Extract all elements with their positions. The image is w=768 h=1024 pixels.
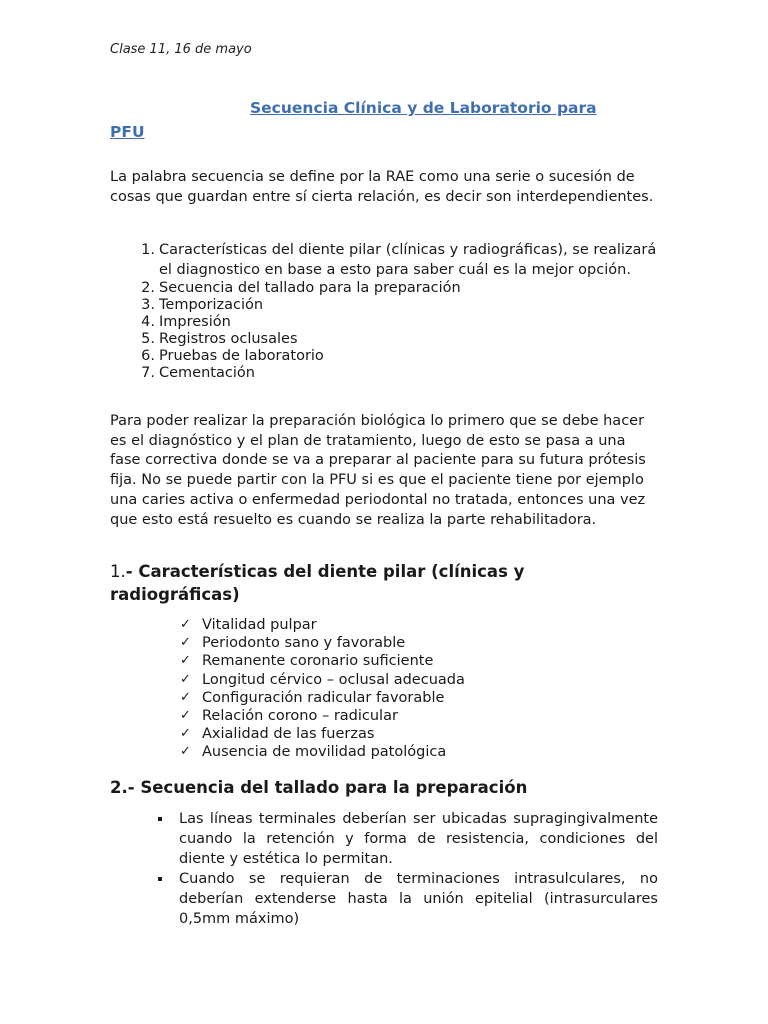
list-item bbox=[110, 280, 658, 297]
list-text: Impresión bbox=[159, 314, 231, 330]
checklist-text: Ausencia de movilidad patológica bbox=[202, 744, 447, 761]
checklist-text: Vitalidad pulpar bbox=[202, 617, 317, 633]
steps-list bbox=[110, 240, 658, 382]
bullet-item bbox=[155, 869, 658, 929]
checklist-item bbox=[180, 689, 465, 707]
list-number: 5. bbox=[141, 331, 155, 347]
checklist-item bbox=[180, 616, 465, 634]
list-number: 2. bbox=[141, 280, 155, 296]
title-line-1: Secuencia Clínica y de Laboratorio para bbox=[250, 99, 597, 117]
checklist-item bbox=[180, 634, 465, 652]
list-number: 7. bbox=[141, 365, 155, 381]
section-1-number: 1. bbox=[110, 562, 126, 581]
checklist-text: Periodonto sano y favorable bbox=[202, 635, 406, 652]
list-item bbox=[110, 331, 658, 348]
checklist-text: Longitud cérvico – oclusal adecuada bbox=[202, 671, 465, 688]
bullet-item bbox=[155, 809, 658, 869]
checkmark-icon: ✓ bbox=[180, 726, 191, 742]
list-item bbox=[110, 314, 658, 331]
list-text: Secuencia del tallado para la preparación bbox=[159, 280, 461, 296]
list-number: 1. bbox=[141, 242, 155, 258]
section-1-title: - Características del diente pilar (clínicas y radiográficas) bbox=[110, 562, 525, 604]
title-line-2: PFU bbox=[110, 123, 145, 141]
list-text: Registros oclusales bbox=[159, 331, 298, 347]
list-number: 4. bbox=[141, 314, 155, 330]
checkmark-icon: ✓ bbox=[180, 671, 191, 687]
list-number: 6. bbox=[141, 348, 155, 364]
list-item bbox=[110, 348, 658, 365]
list-text: Cementación bbox=[159, 365, 255, 381]
checklist-text: Remanente coronario suficiente bbox=[202, 653, 434, 670]
section-1-heading bbox=[110, 560, 658, 606]
checklist-item bbox=[180, 671, 465, 689]
checklist-item bbox=[180, 707, 465, 725]
checklist-item bbox=[180, 725, 465, 743]
bullet-text: Las líneas terminales deberían ser ubicadas supragingivalmente cuando la retención y forma de resistencia, condiciones del diente y estética lo permitan. bbox=[179, 811, 658, 867]
list-text: Temporización bbox=[159, 297, 264, 313]
checkmark-icon: ✓ bbox=[180, 689, 191, 705]
checklist bbox=[180, 616, 465, 762]
checklist-text: Relación corono – radicular bbox=[202, 708, 398, 725]
document-title bbox=[110, 96, 650, 144]
header-note: Clase 11, 16 de mayo bbox=[110, 42, 252, 57]
section-2-heading: 2.- Secuencia del tallado para la preparación bbox=[110, 778, 528, 797]
list-item bbox=[110, 365, 658, 382]
checklist-text: Axialidad de las fuerzas bbox=[202, 726, 375, 743]
list-item bbox=[110, 297, 658, 314]
intro-paragraph: La palabra secuencia se define por la RAE como una serie o sucesión de cosas que guardan entre sí cierta relación, es decir son interdependientes. bbox=[110, 169, 654, 205]
square-bullet-icon bbox=[155, 809, 179, 869]
list-text: Pruebas de laboratorio bbox=[159, 348, 324, 364]
checkmark-icon: ✓ bbox=[180, 653, 191, 669]
checkmark-icon: ✓ bbox=[180, 708, 191, 724]
bullet-list bbox=[155, 809, 658, 929]
checklist-item bbox=[180, 743, 465, 761]
checkmark-icon: ✓ bbox=[180, 744, 191, 760]
checkmark-icon: ✓ bbox=[180, 617, 191, 632]
list-text: Características del diente pilar (clínicas y radiográficas), se realizará el diagnostico en base a esto para saber cuál es la mejor opción. bbox=[159, 242, 657, 278]
checklist-text: Configuración radicular favorable bbox=[202, 689, 445, 706]
list-item bbox=[110, 240, 658, 280]
bullet-text: Cuando se requieran de terminaciones intrasulculares, no deberían extenderse hasta la unión epitelial (intrasurculares 0,5mm máximo) bbox=[179, 871, 658, 927]
square-bullet-icon bbox=[155, 869, 179, 929]
body-paragraph: Para poder realizar la preparación biológica lo primero que se debe hacer es el diagnóstico y el plan de tratamiento, luego de esto se pasa a una fase correctiva donde se va a preparar al paciente para su futura prótesis fija. No se puede partir con la PFU si es que el paciente tiene por ejemplo una caries activa o enfermedad periodontal no tratada, entonces una vez que esto está resuelto es cuando se realiza la parte rehabilitadora. bbox=[110, 413, 646, 528]
checkmark-icon: ✓ bbox=[180, 635, 191, 651]
checklist-item bbox=[180, 652, 465, 670]
list-number: 3. bbox=[141, 297, 155, 313]
